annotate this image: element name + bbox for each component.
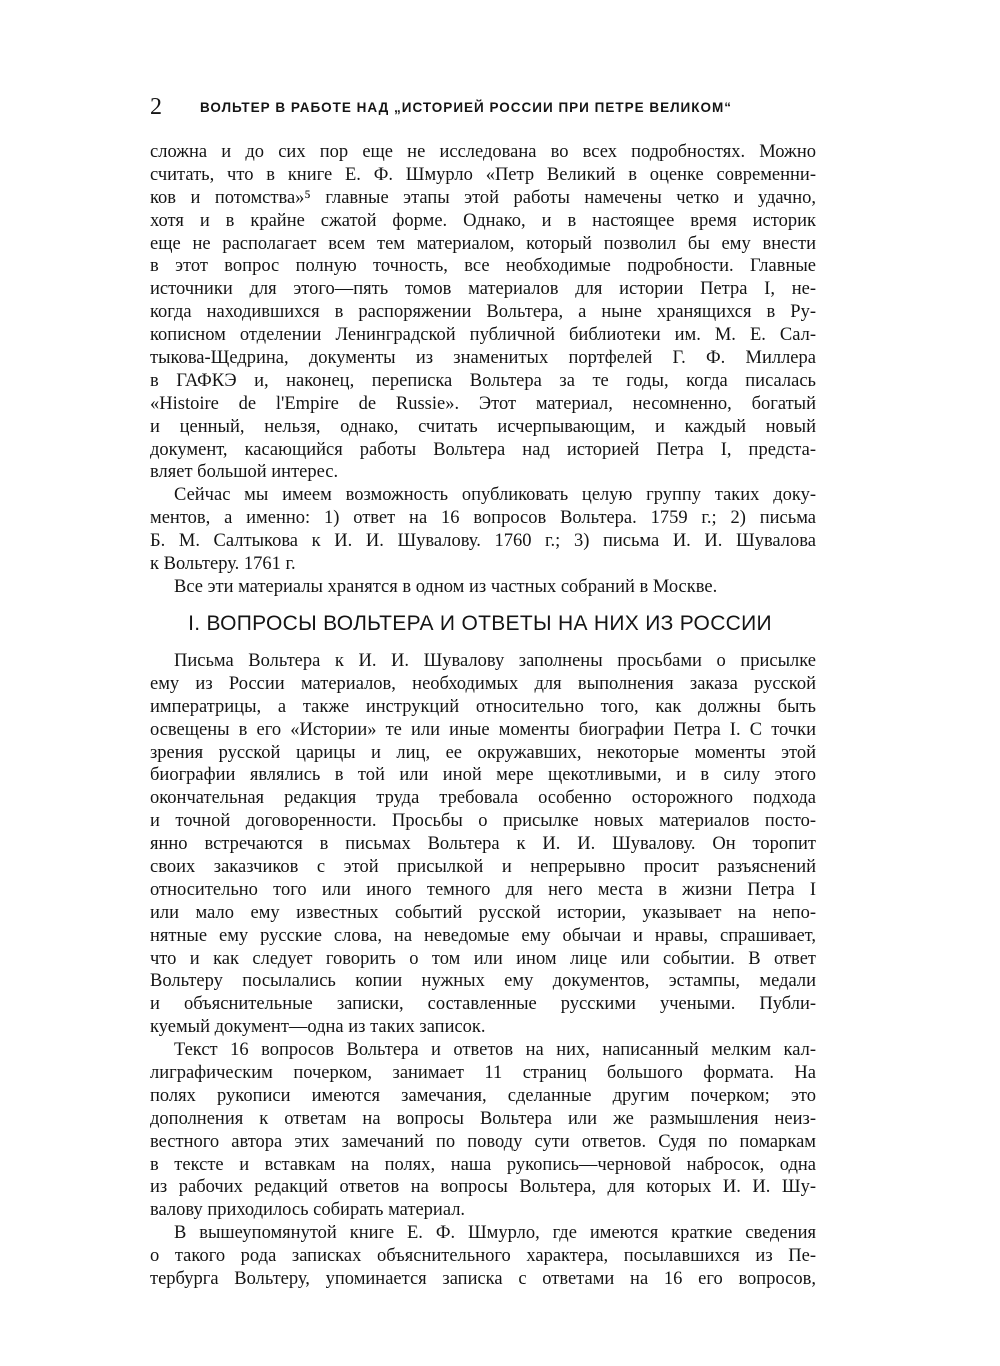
page-header bbox=[150, 94, 810, 124]
text-line: из рабочих редакций ответов на вопросы Вольтера, для которых И. И. Шу- bbox=[150, 1177, 816, 1198]
text-line: источники для этого—пять томов материалов для истории Петра I, не- bbox=[150, 279, 816, 300]
text-line: и ценный, нельзя, однако, считать исчерпывающим, и каждый новый bbox=[150, 416, 816, 437]
text-line: В вышеупомянутой книге Е. Ф. Шмурло, где имеются краткие сведения bbox=[174, 1223, 816, 1244]
text-line: валову приходилось собирать материал. bbox=[150, 1200, 466, 1221]
text-line: и точной договоренности. Просьбы о присылке новых материалов посто- bbox=[150, 811, 816, 832]
text-line: тыкова-Щедрина, документы из знаменитых портфелей Г. Ф. Миллера bbox=[150, 348, 816, 369]
text-line: ему из России материалов, необходимых для выполнения заказа русской bbox=[150, 673, 816, 694]
text-line: когда находившихся в распоряжении Вольтера, а ныне хранящихся в Ру- bbox=[150, 302, 816, 323]
text-line: Вольтеру посылались копии нужных ему документов, эстампы, медали bbox=[150, 971, 816, 992]
text-line: Текст 16 вопросов Вольтера и ответов на них, написанный мелким кал- bbox=[174, 1040, 816, 1061]
text-line: ков и потомства»⁵ главные этапы этой работы намечены четко и удачно, bbox=[150, 187, 816, 208]
text-line: вляет большой интерес. bbox=[150, 462, 339, 483]
text-line: янно встречаются в письмах Вольтера к И. И. Шувалову. Он торопит bbox=[150, 834, 816, 855]
text-line: биографии являлись в той или иной мере щекотливыми, и в силу этого bbox=[150, 765, 816, 786]
text-line: Все эти материалы хранятся в одном из частных собраний в Москве. bbox=[174, 576, 718, 597]
text-line: Б. М. Салтыкова к И. И. Шувалову. 1760 г.; 3) письма И. И. Шувалова bbox=[150, 531, 816, 552]
text-line: окончательная редакция труда требовала особенно осторожного подхода bbox=[150, 788, 816, 809]
text-line: дополнения к ответам на вопросы Вольтера или же размышления неиз- bbox=[150, 1108, 816, 1129]
text-line: зрения русской царицы и лиц, ее окружавших, некоторые моменты этой bbox=[150, 742, 816, 763]
text-line: своих заказчиков с этой присылкой и непрерывно просит разъяснений bbox=[150, 857, 816, 878]
text-line: и объяснительные записки, составленные русскими учеными. Публи- bbox=[150, 994, 816, 1015]
text-line: «Histoire de l'Empire de Russie». Этот материал, несомненно, богатый bbox=[150, 393, 816, 414]
text-line: о такого рода записках объяснительного характера, посылавшихся из Пе- bbox=[150, 1246, 816, 1267]
text-line: в ГАФКЭ и, наконец, переписка Вольтера за те годы, когда писалась bbox=[150, 370, 816, 391]
text-line: тербурга Вольтеру, упоминается записка с ответами на 16 его вопросов, bbox=[150, 1269, 816, 1290]
body-text-top bbox=[150, 141, 816, 599]
text-line: или мало ему известных событий русской истории, указывает на непо- bbox=[150, 902, 816, 923]
body-text-bottom bbox=[150, 650, 816, 1291]
text-line: Письма Вольтера к И. И. Шувалову заполнены просьбами о присылке bbox=[174, 651, 816, 671]
running-title: ВОЛЬТЕР В РАБОТЕ НАД „ИСТОРИЕЙ РОССИИ ПРИ ПЕТРЕ ВЕЛИКОМ“ bbox=[200, 100, 733, 115]
text-line: в этот вопрос полную точность, все необходимые подробности. Главные bbox=[150, 256, 816, 277]
section-heading: I. ВОПРОСЫ ВОЛЬТЕРА И ОТВЕТЫ НА НИХ ИЗ РОССИИ bbox=[188, 612, 772, 635]
text-line: императрицы, а также инструкций относительно того, как должны быть bbox=[150, 696, 816, 717]
text-line: освещены в его «Истории» те или иные моменты биографии Петра I. С точки bbox=[150, 719, 816, 740]
text-line: хотя и в крайне сжатой форме. Однако, и в настоящее время историк bbox=[150, 210, 816, 231]
text-line: ментов, а именно: 1) ответ на 16 вопросов Вольтера. 1759 г.; 2) письма bbox=[150, 508, 816, 529]
text-line: к Вольтеру. 1761 г. bbox=[150, 554, 296, 575]
text-line: в тексте и вставкам на полях, наша рукопись—черновой набросок, одна bbox=[150, 1154, 816, 1175]
text-line: куемый документ—одна из таких записок. bbox=[150, 1017, 486, 1038]
text-line: полях рукописи имеются замечания, сделанные другим почерком; это bbox=[150, 1085, 816, 1106]
page-number: 2 bbox=[150, 94, 162, 120]
text-line: документ, касающийся работы Вольтера над историей Петра I, предста- bbox=[150, 439, 816, 460]
text-line: относительно того или иного темного для него места в жизни Петра I bbox=[150, 879, 816, 900]
text-line: кописном отделении Ленинградской публичной библиотеки им. М. Е. Сал- bbox=[150, 325, 816, 346]
text-line: сложна и до сих пор еще не исследована во всех подробностях. Можно bbox=[150, 142, 816, 162]
text-line: вестного автора этих замечаний по поводу сути ответов. Судя по помаркам bbox=[150, 1131, 816, 1152]
text-line: считать, что в книге Е. Ф. Шмурло «Петр Великий в оценке современни- bbox=[150, 164, 816, 185]
text-line: нятные ему русские слова, на неведомые ему обычаи и нравы, спрашивает, bbox=[150, 925, 816, 946]
text-line: Сейчас мы имеем возможность опубликовать целую группу таких доку- bbox=[174, 485, 816, 506]
text-line: еще не располагает всем тем материалом, который позволил бы ему внести bbox=[150, 233, 816, 254]
text-line: лиграфическим почерком, занимает 11 страниц большого формата. На bbox=[150, 1063, 816, 1084]
text-line: что и как следует говорить о том или ином лице или событии. В ответ bbox=[150, 948, 816, 969]
